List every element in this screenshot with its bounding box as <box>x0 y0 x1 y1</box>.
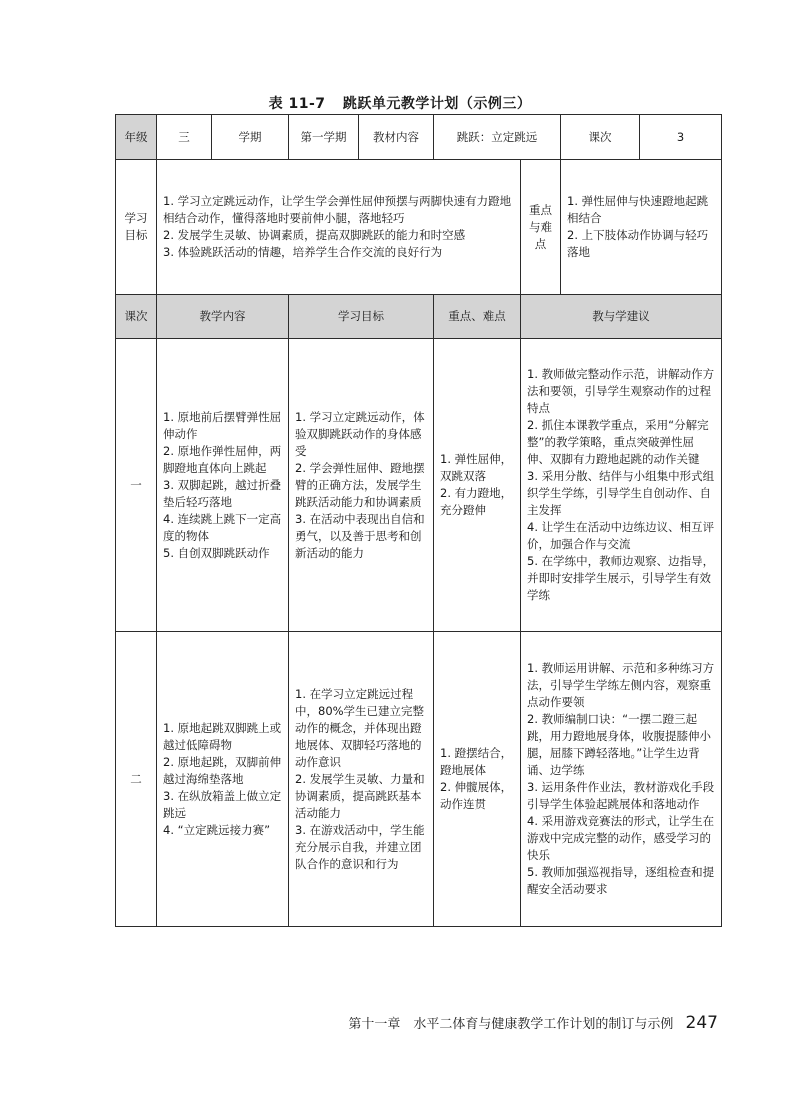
content-item: 4. “立定跳远接力赛” <box>163 822 271 837</box>
key-difficulty-label: 重点与难点 <box>521 160 561 295</box>
content-item: 3. 在纵放箱盖上做立定跳远 <box>163 788 282 820</box>
suggestion-item: 5. 在学练中，教师边观察、边指导，并即时安排学生展示，引导学生有效学练 <box>527 554 715 602</box>
key-item: 1. 蹬摆结合，蹬地展体 <box>440 746 513 777</box>
goal-item: 1. 在学习立定跳远过程中，80%学生已建立完整动作的概念，并体现出蹬地展体、双脚轻巧落地的动作意识 <box>295 686 425 769</box>
objectives-list <box>157 160 521 295</box>
key-difficulty-list <box>561 160 722 295</box>
lesson-value: 3 <box>640 115 722 160</box>
header-row <box>116 115 722 160</box>
col-suggestions-header: 教与学建议 <box>521 295 722 339</box>
table-title: 跳跃单元教学计划（示例三） <box>342 96 532 112</box>
col-content-header: 教学内容 <box>157 295 289 339</box>
table-caption <box>0 93 800 113</box>
objectives-label: 学习目标 <box>116 160 157 295</box>
goal-item: 3. 在活动中表现出自信和勇气，以及善于思考和创新活动的能力 <box>295 511 425 560</box>
objective-item: 1. 学习立定跳远动作，让学生学会弹性屈伸预摆与两脚快速有力蹬地相结合动作，懂得落地时要前伸小腿，落地轻巧 <box>163 194 512 225</box>
content-value: 跳跃：立定跳远 <box>434 115 561 160</box>
page-footer <box>0 1013 718 1033</box>
objectives-row <box>116 160 722 295</box>
col-goals-header: 学习目标 <box>289 295 434 339</box>
content-item: 1. 原地起跳双脚跳上或越过低障碍物 <box>163 720 282 752</box>
content-item: 3. 双脚起跳，越过折叠垫后轻巧落地 <box>163 477 282 509</box>
teaching-plan-table <box>115 114 722 927</box>
lesson-number: 一 <box>116 339 157 632</box>
suggestion-item: 4. 让学生在活动中边练边议、相互评价，加强合作与交流 <box>527 520 715 551</box>
lesson-suggestions <box>521 632 722 927</box>
key-item: 2. 上下肢体动作协调与轻巧落地 <box>567 228 709 259</box>
grade-label: 年级 <box>116 115 157 160</box>
goal-item: 2. 学会弹性屈伸、蹬地摆臂的正确方法，发展学生跳跃活动能力和协调素质 <box>295 460 425 509</box>
key-item: 2. 有力蹬地，充分蹬伸 <box>440 486 513 517</box>
lesson-keys <box>434 339 521 632</box>
lesson-row <box>116 632 722 927</box>
column-header-row <box>116 295 722 339</box>
lesson-label: 课次 <box>561 115 640 160</box>
lesson-row <box>116 339 722 632</box>
term-value: 第一学期 <box>289 115 359 160</box>
lesson-keys <box>434 632 521 927</box>
term-label: 学期 <box>212 115 289 160</box>
lesson-number: 二 <box>116 632 157 927</box>
table-number: 表 11-7 <box>268 96 326 112</box>
key-item: 2. 伸髋展体，动作连贯 <box>440 780 513 811</box>
page-number: 247 <box>685 1013 718 1033</box>
content-item: 2. 原地起跳，双脚前伸越过海绵垫落地 <box>163 754 282 786</box>
content-label: 教材内容 <box>359 115 434 160</box>
col-keys-header: 重点、难点 <box>434 295 521 339</box>
col-lesson-header: 课次 <box>116 295 157 339</box>
lesson-suggestions <box>521 339 722 632</box>
suggestion-item: 4. 采用游戏竞赛法的形式，让学生在游戏中完成完整的动作，感受学习的快乐 <box>527 814 715 862</box>
content-item: 1. 原地前后摆臂弹性屈伸动作 <box>163 409 282 441</box>
lesson-goals <box>289 632 434 927</box>
suggestion-item: 3. 运用条件作业法，教材游戏化手段引导学生体验起跳展体和落地动作 <box>527 780 715 811</box>
goal-item: 2. 发展学生灵敏、力量和协调素质，提高跳跃基本活动能力 <box>295 771 425 820</box>
content-item: 2. 原地作弹性屈伸，两脚蹬地直体向上跳起 <box>163 443 282 475</box>
objective-item: 3. 体验跳跃活动的情趣，培养学生合作交流的良好行为 <box>163 245 443 259</box>
suggestion-item: 2. 抓住本课教学重点，采用“分解完整”的教学策略，重点突破弹性屈伸、双脚有力蹬地起跳的动作关键 <box>527 418 709 466</box>
key-item: 1. 弹性屈伸，双跳双落 <box>440 452 513 483</box>
lesson-content <box>157 632 289 927</box>
suggestion-item: 1. 教师做完整动作示范，讲解动作方法和要领，引导学生观察动作的过程特点 <box>527 367 715 415</box>
content-item: 5. 自创双脚跳跃动作 <box>163 545 270 560</box>
goal-item: 1. 学习立定跳远动作，体验双脚跳跃动作的身体感受 <box>295 409 425 458</box>
lesson-goals <box>289 339 434 632</box>
lesson-content <box>157 339 289 632</box>
objective-item: 2. 发展学生灵敏、协调素质，提高双脚跳跃的能力和时空感 <box>163 228 466 242</box>
goal-item: 3. 在游戏活动中，学生能充分展示自我，并建立团队合作的意识和行为 <box>295 822 425 871</box>
suggestion-item: 2. 教师编制口诀：“一摆二蹬三起跳，用力蹬地展身体，收腹提膝伸小腿，屈膝下蹲轻落地。”让学生边背诵、边学练 <box>527 712 711 777</box>
suggestion-item: 5. 教师加强巡视指导，逐组检查和提醒安全活动要求 <box>527 865 715 896</box>
suggestion-item: 1. 教师运用讲解、示范和多种练习方法，引导学生学练左侧内容，观察重点动作要领 <box>527 661 715 709</box>
suggestion-item: 3. 采用分散、结伴与小组集中形式组织学生学练，引导学生自创动作、自主发挥 <box>527 469 715 517</box>
key-item: 1. 弹性屈伸与快速蹬地起跳相结合 <box>567 194 709 225</box>
grade-value: 三 <box>157 115 212 160</box>
chapter-title: 第十一章 水平二体育与健康教学工作计划的制订与示例 <box>348 1017 674 1032</box>
content-item: 4. 连续跳上跳下一定高度的物体 <box>163 511 282 543</box>
